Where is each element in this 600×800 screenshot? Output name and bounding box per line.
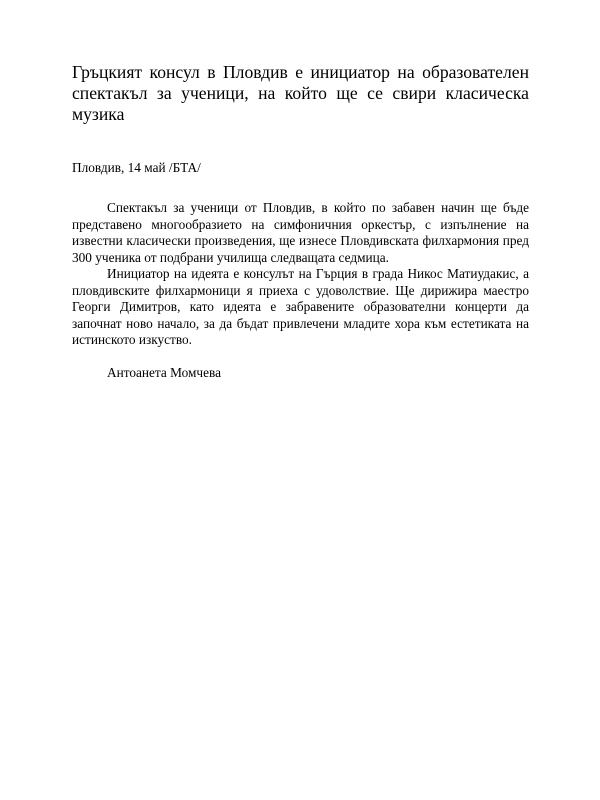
article-author: Антоанета Момчева: [107, 364, 222, 380]
body-paragraph-2: Инициатор на идеята е консулът на Гърция в града Никос Матиудакис, а пловдивските филхармоници я приеха с удоволствие. Ще дирижира маестро Георги Димитров, като идеята е забравените образователни концерти да започнат ново начало, за да бъдат привлечени младите хора към естетиката на истинското изкуство.: [72, 266, 529, 347]
article-body: [72, 200, 529, 349]
document-page: [72, 62, 529, 381]
article-dateline: Пловдив, 14 май /БТА/: [72, 160, 201, 175]
body-paragraph-1: Спектакъл за ученици от Пловдив, в който по забавен начин ще бъде представено многообразието на симфоничния оркестър, с изпълнение на известни класически произведения, ще изнесе Пловдивската филхармония пред 300 ученика от подбрани училища следващата седмица.: [72, 200, 529, 265]
article-headline: Гръцкият консул в Пловдив е инициатор на образователен спектакъл за ученици, на който ще се свири класическа музика: [72, 62, 529, 124]
